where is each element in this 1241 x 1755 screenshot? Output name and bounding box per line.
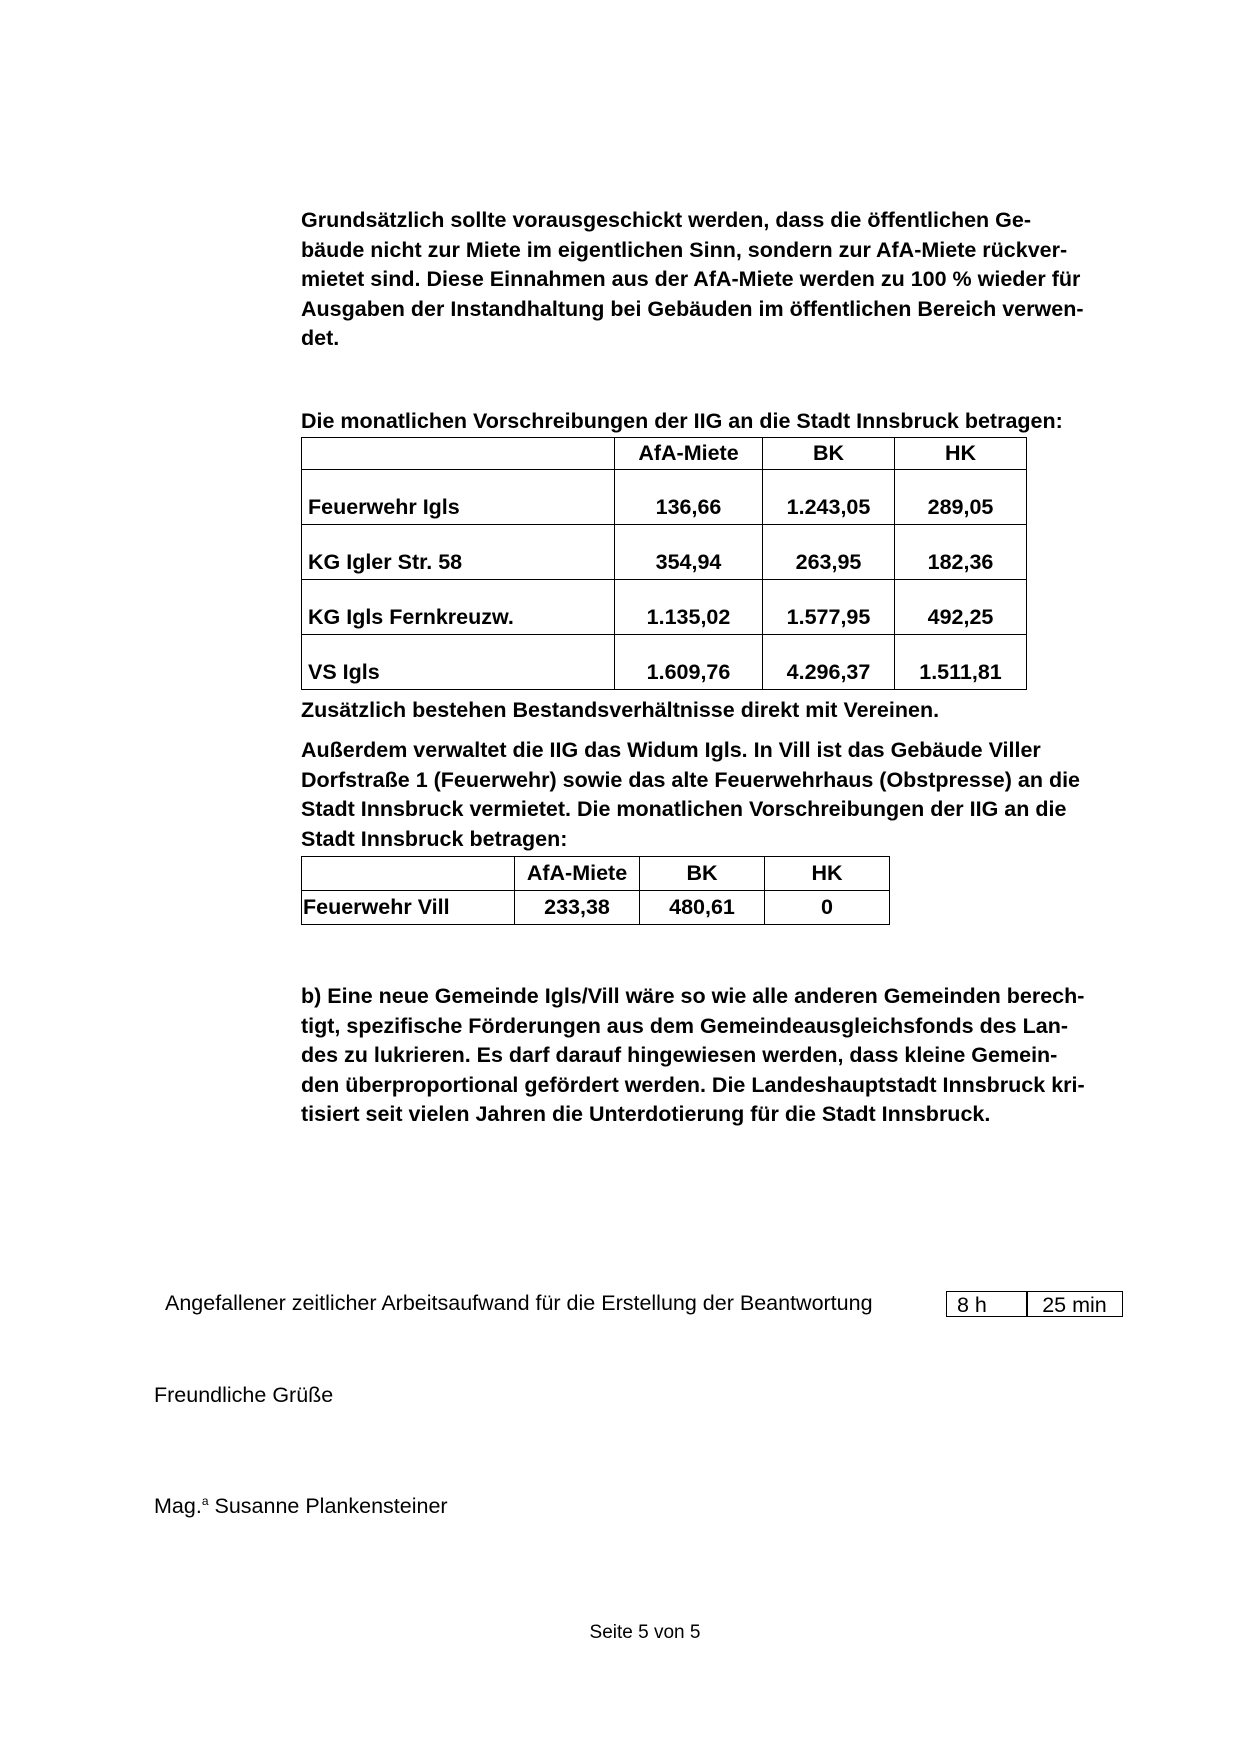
- table-header-cell: AfA-Miete: [615, 438, 763, 470]
- table2-vill: [301, 856, 890, 925]
- table-row-label: Feuerwehr Igls: [302, 470, 615, 525]
- page-number-footer: Seite 5 von 5: [589, 1622, 701, 1643]
- closing-greeting: Freundliche Grüße: [154, 1383, 334, 1407]
- table-header-cell-empty: [302, 857, 515, 891]
- signature-name: Susanne Plankensteiner: [214, 1494, 448, 1519]
- table-row-label: KG Igler Str. 58: [302, 525, 615, 580]
- work-effort-hours-value: 8 h: [957, 1293, 987, 1317]
- table-row: [302, 580, 1027, 635]
- table-cell: 263,95: [763, 525, 895, 580]
- section-b-line: b) Eine neue Gemeinde Igls/Vill wäre so wie alle anderen Gemeinden berech-: [301, 984, 1085, 1008]
- table-cell: 182,36: [895, 525, 1027, 580]
- work-effort-label: Angefallener zeitlicher Arbeitsaufwand für die Erstellung der Beantwortung: [165, 1291, 873, 1315]
- intro-line: Grundsätzlich sollte vorausgeschickt werden, dass die öffentlichen Ge-: [301, 208, 1031, 232]
- section-b-line: den überproportional gefördert werden. Die Landeshauptstadt Innsbruck kri-: [301, 1072, 1085, 1097]
- table-cell: 1.577,95: [763, 580, 895, 635]
- table-header-cell: AfA-Miete: [515, 857, 640, 891]
- table-cell: 1.511,81: [895, 635, 1027, 690]
- section-b-line: tigt, spezifische Förderungen aus dem Gemeindeausgleichsfonds des Lan-: [301, 1013, 1068, 1038]
- table-row-label: Feuerwehr Vill: [302, 891, 515, 925]
- table-cell: 1.609,76: [615, 635, 763, 690]
- table1-title: Die monatlichen Vorschreibungen der IIG an die Stadt Innsbruck betragen:: [301, 409, 1063, 433]
- table-cell: 136,66: [615, 470, 763, 525]
- table-header-row: [302, 857, 890, 891]
- widum-line: Außerdem verwaltet die IIG das Widum Igls. In Vill ist das Gebäude Viller: [301, 738, 1041, 762]
- additional-note: Zusätzlich bestehen Bestandsverhältnisse direkt mit Vereinen.: [301, 698, 940, 722]
- intro-line: det.: [301, 326, 340, 350]
- widum-line: Dorfstraße 1 (Feuerwehr) sowie das alte Feuerwehrhaus (Obstpresse) an die: [301, 767, 1081, 792]
- work-effort-minutes: [1026, 1291, 1123, 1317]
- widum-line: Stadt Innsbruck vermietet. Die monatlichen Vorschreibungen der IIG an die: [301, 797, 1067, 821]
- widum-line: Stadt Innsbruck betragen:: [301, 826, 568, 851]
- table-cell: 1.135,02: [615, 580, 763, 635]
- table1-igls: [301, 437, 1027, 690]
- table-row: [302, 470, 1027, 525]
- table-header-row: [302, 438, 1027, 470]
- table-cell: 492,25: [895, 580, 1027, 635]
- intro-paragraph: [301, 206, 1151, 354]
- intro-line: bäude nicht zur Miete im eigentlichen Sinn, sondern zur AfA-Miete rückver-: [301, 237, 1068, 262]
- table-cell: 480,61: [640, 891, 765, 925]
- table-row-label: KG Igls Fernkreuzw.: [302, 580, 615, 635]
- table-header-cell: HK: [895, 438, 1027, 470]
- table-header-cell: HK: [765, 857, 890, 891]
- signature-title: Mag.: [154, 1494, 202, 1519]
- table-cell: 233,38: [515, 891, 640, 925]
- signature-title-sup: a: [201, 1494, 209, 1508]
- table-header-cell: BK: [763, 438, 895, 470]
- signature: [154, 1494, 448, 1519]
- intro-line: Ausgaben der Instandhaltung bei Gebäuden im öffentlichen Bereich verwen-: [301, 296, 1084, 321]
- table-row: [302, 891, 890, 925]
- section-b-paragraph: [301, 982, 1151, 1130]
- table-cell: 1.243,05: [763, 470, 895, 525]
- table-header-cell-empty: [302, 438, 615, 470]
- section-b-line: des zu lukrieren. Es darf darauf hingewiesen werden, dass kleine Gemein-: [301, 1043, 1058, 1067]
- table-cell: 0: [765, 891, 890, 925]
- table-cell: 4.296,37: [763, 635, 895, 690]
- section-b-line: tisiert seit vielen Jahren die Unterdotierung für die Stadt Innsbruck.: [301, 1102, 991, 1126]
- table-row: [302, 525, 1027, 580]
- table-cell: 289,05: [895, 470, 1027, 525]
- work-effort-minutes-value: 25 min: [1042, 1293, 1107, 1317]
- table-row: [302, 635, 1027, 690]
- work-effort-hours: [946, 1291, 1028, 1317]
- intro-line: mietet sind. Diese Einnahmen aus der AfA-Miete werden zu 100 % wieder für: [301, 267, 1081, 291]
- widum-paragraph: [301, 736, 1151, 854]
- table-header-cell: BK: [640, 857, 765, 891]
- table-cell: 354,94: [615, 525, 763, 580]
- table-row-label: VS Igls: [302, 635, 615, 690]
